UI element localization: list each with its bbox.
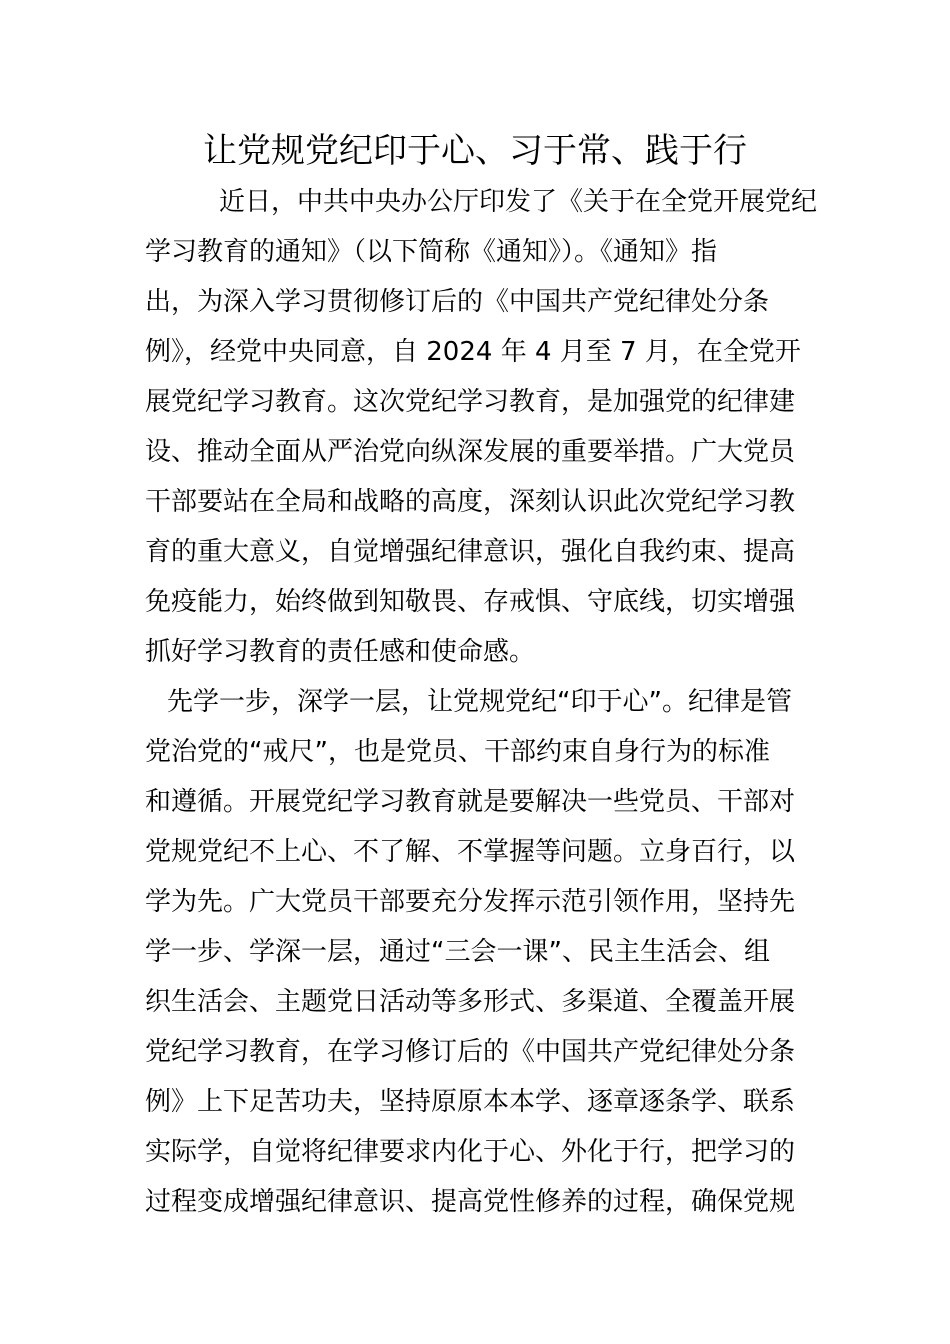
paragraph-line: 先学一步，深学一层，让党规党纪“印于心”。纪律是管 — [167, 687, 792, 717]
paragraph-line: 织生活会、主题党日活动等多形式、多渠道、全覆盖开展 — [145, 987, 796, 1017]
paragraph-line: 免疫能力，始终做到知敬畏、存戒惧、守底线，切实增强 — [145, 587, 796, 617]
paragraph-line: 展党纪学习教育。这次党纪学习教育，是加强党的纪律建 — [145, 387, 796, 417]
paragraph-line: 和遵循。开展党纪学习教育就是要解决一些党员、干部对 — [145, 787, 796, 817]
paragraph-line: 党规党纪不上心、不了解、不掌握等问题。立身百行，以 — [145, 837, 796, 867]
paragraph-line: 实际学，自觉将纪律要求内化于心、外化于行，把学习的 — [145, 1137, 796, 1167]
paragraph-line: 抓好学习教育的责任感和使命感。 — [145, 637, 536, 667]
paragraph-line: 育的重大意义，自觉增强纪律意识，强化自我约束、提高 — [145, 537, 796, 567]
paragraph-line: 学为先。广大党员干部要充分发挥示范引领作用，坚持先 — [145, 887, 796, 917]
paragraph-line: 例》，经党中央同意，自 2024 年 4 月至 7 月，在全党开 — [145, 337, 801, 367]
paragraph-line: 过程变成增强纪律意识、提高党性修养的过程，确保党规 — [145, 1187, 796, 1217]
paragraph-line: 出，为深入学习贯彻修订后的《中国共产党纪律处分条 — [145, 287, 770, 317]
paragraph-line: 近日，中共中央办公厅印发了《关于在全党开展党纪 — [219, 187, 818, 217]
document-title: 让党规党纪印于心、习于常、践于行 — [203, 131, 747, 171]
paragraph-line: 干部要站在全局和战略的高度，深刻认识此次党纪学习教 — [145, 487, 796, 517]
paragraph-line: 学一步、学深一层，通过“三会一课”、民主生活会、组 — [145, 937, 770, 967]
paragraph-line: 党纪学习教育，在学习修订后的《中国共产党纪律处分条 — [145, 1037, 796, 1067]
document-body — [145, 177, 818, 1227]
paragraph-line: 学习教育的通知》（以下简称《通知》）。《通知》指 — [145, 237, 718, 267]
paragraph-2 — [145, 677, 810, 1227]
paragraph-1 — [145, 177, 818, 677]
paragraph-line: 党治党的“戒尺”，也是党员、干部约束自身行为的标准 — [145, 737, 770, 767]
paragraph-line: 设、推动全面从严治党向纵深发展的重要举措。广大党员 — [145, 437, 796, 467]
paragraph-line: 例》上下足苦功夫，坚持原原本本学、逐章逐条学、联系 — [145, 1087, 796, 1117]
